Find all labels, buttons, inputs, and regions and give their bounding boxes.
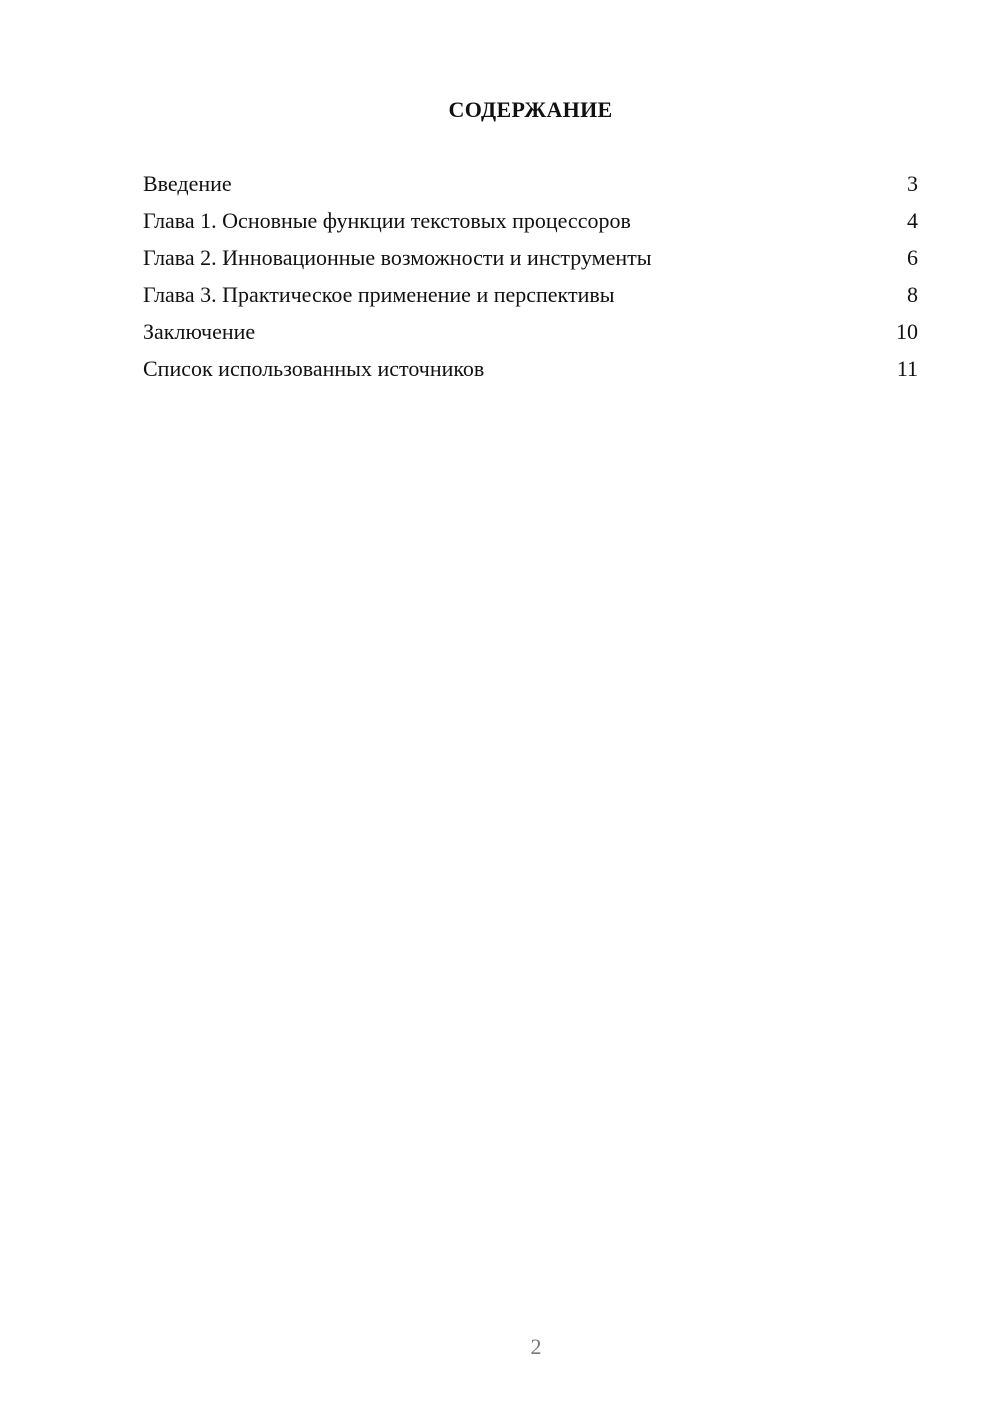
toc-entry-conclusion [143, 317, 918, 354]
toc-entry-references [143, 354, 918, 391]
toc-entry-page: 8 [907, 282, 918, 307]
toc-entry-label: Глава 1. Основные функции текстовых процессоров [143, 208, 631, 233]
page-number: 2 [530, 1334, 542, 1359]
toc-entry-chapter-2 [143, 243, 918, 280]
toc-title: СОДЕРЖАНИЕ [448, 97, 613, 122]
toc-entry-page: 11 [896, 356, 918, 381]
toc-entry-page: 10 [896, 319, 918, 344]
toc-entry-introduction [143, 169, 918, 206]
table-of-contents [143, 169, 918, 391]
toc-entry-label: Заключение [143, 319, 256, 344]
toc-entry-page: 3 [907, 171, 918, 196]
toc-entry-label: Глава 2. Инновационные возможности и инструменты [143, 245, 652, 270]
toc-entry-chapter-3 [143, 280, 918, 317]
toc-entry-page: 4 [907, 208, 918, 233]
toc-entry-label: Введение [143, 171, 232, 196]
toc-entry-page: 6 [907, 245, 918, 270]
toc-entry-label: Глава 3. Практическое применение и перспективы [143, 282, 615, 307]
toc-entry-chapter-1 [143, 206, 918, 243]
toc-entry-label: Список использованных источников [143, 356, 485, 381]
